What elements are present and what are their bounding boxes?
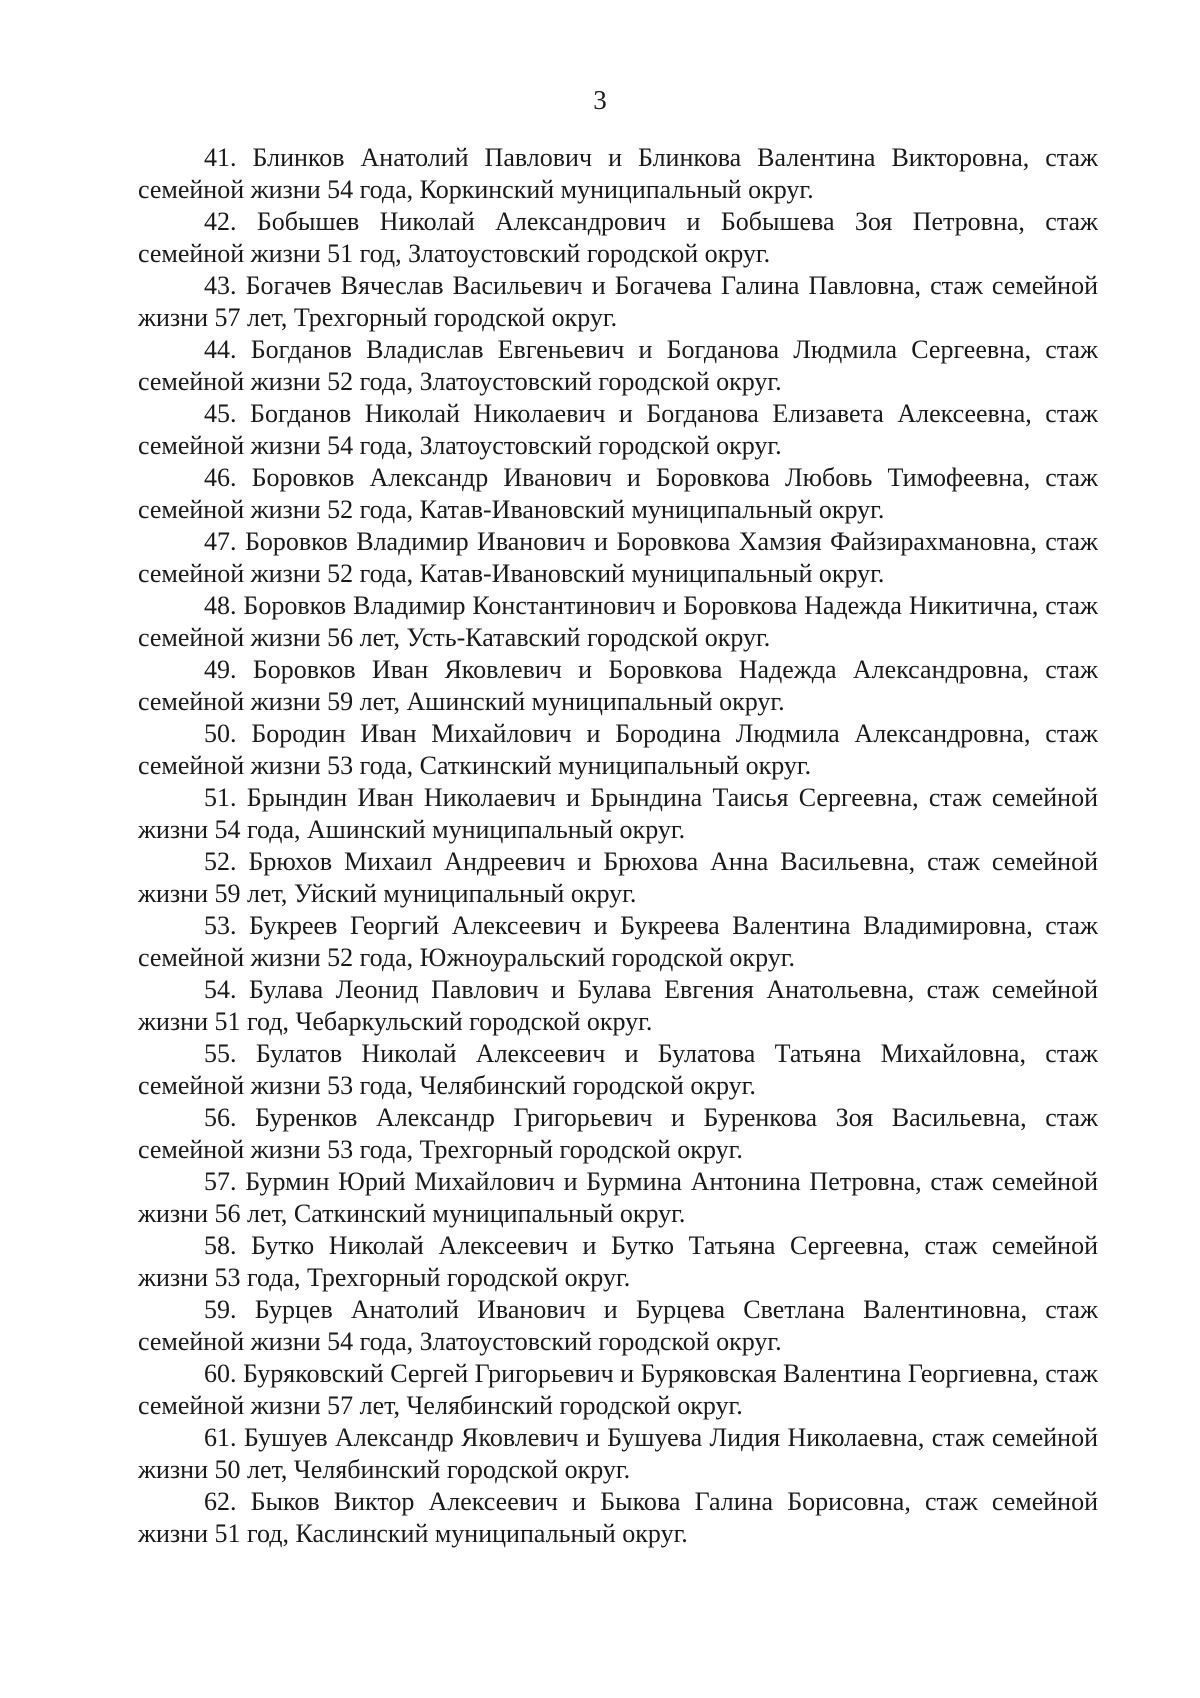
entry-text: Буренков Александр Григорьевич и Буренкова Зоя Васильевна, стаж семейной жизни 53 года, Трехгорный городской округ. bbox=[138, 1103, 1099, 1164]
entry-number: 57. bbox=[204, 1167, 237, 1196]
list-item bbox=[138, 846, 1098, 910]
entry-text: Бушуев Александр Яковлевич и Бушуева Лидия Николаевна, стаж семейной жизни 50 лет, Челябинский городской округ. bbox=[138, 1423, 1098, 1484]
list-item bbox=[138, 1422, 1098, 1486]
list-item bbox=[138, 206, 1098, 270]
list-item bbox=[138, 1486, 1098, 1550]
list-item bbox=[138, 334, 1098, 398]
entry-number: 47. bbox=[204, 527, 237, 556]
entry-text: Боровков Александр Иванович и Боровкова Любовь Тимофеевна, стаж семейной жизни 52 года, Катав-Ивановский муниципальный округ. bbox=[138, 463, 1099, 524]
entry-text: Боровков Иван Яковлевич и Боровкова Надежда Александровна, стаж семейной жизни 59 лет, Ашинский муниципальный округ. bbox=[138, 655, 1098, 716]
list-item bbox=[138, 1102, 1098, 1166]
entry-number: 56. bbox=[204, 1103, 237, 1132]
entry-text: Блинков Анатолий Павлович и Блинкова Валентина Викторовна, стаж семейной жизни 54 года, Коркинский муниципальный округ. bbox=[138, 143, 1098, 204]
entry-text: Быков Виктор Алексеевич и Быкова Галина Борисовна, стаж семейной жизни 51 год, Каслинский муниципальный округ. bbox=[138, 1487, 1098, 1548]
entry-text: Брюхов Михаил Андреевич и Брюхова Анна Васильевна, стаж семейной жизни 59 лет, Уйский муниципальный округ. bbox=[138, 847, 1099, 908]
entry-number: 41. bbox=[204, 143, 237, 172]
entry-number: 43. bbox=[204, 271, 237, 300]
entry-text: Боровков Владимир Константинович и Боровкова Надежда Никитична, стаж семейной жизни 56 лет, Усть-Катавский городской округ. bbox=[138, 591, 1098, 652]
entry-text: Бутко Николай Алексеевич и Бутко Татьяна Сергеевна, стаж семейной жизни 53 года, Трехгорный городской округ. bbox=[138, 1231, 1098, 1292]
entry-text: Булава Леонид Павлович и Булава Евгения Анатольевна, стаж семейной жизни 51 год, Чебаркульский городской округ. bbox=[138, 975, 1099, 1036]
entry-text: Бурцев Анатолий Иванович и Бурцева Светлана Валентиновна, стаж семейной жизни 54 года, Златоустовский городской округ. bbox=[138, 1295, 1099, 1356]
list-item bbox=[138, 270, 1098, 334]
list-item bbox=[138, 782, 1098, 846]
entry-number: 42. bbox=[204, 207, 237, 236]
entry-number: 55. bbox=[204, 1039, 237, 1068]
list-item bbox=[138, 910, 1098, 974]
entry-text: Буряковский Сергей Григорьевич и Буряковская Валентина Георгиевна, стаж семейной жизни 57 лет, Челябинский городской округ. bbox=[138, 1359, 1098, 1420]
entry-text: Богданов Владислав Евгеньевич и Богданова Людмила Сергеевна, стаж семейной жизни 52 года, Златоустовский городской округ. bbox=[138, 335, 1098, 396]
entry-list bbox=[138, 142, 1098, 1550]
entry-number: 49. bbox=[204, 655, 237, 684]
list-item bbox=[138, 1166, 1098, 1230]
entry-number: 61. bbox=[204, 1423, 237, 1452]
entry-number: 60. bbox=[204, 1359, 237, 1388]
entry-number: 58. bbox=[204, 1231, 237, 1260]
entry-text: Букреев Георгий Алексеевич и Букреева Валентина Владимировна, стаж семейной жизни 52 года, Южноуральский городской округ. bbox=[138, 911, 1098, 972]
entry-number: 46. bbox=[204, 463, 237, 492]
entry-text: Бурмин Юрий Михайлович и Бурмина Антонина Петровна, стаж семейной жизни 56 лет, Саткинский муниципальный округ. bbox=[138, 1167, 1099, 1228]
list-item bbox=[138, 142, 1098, 206]
entry-number: 54. bbox=[204, 975, 237, 1004]
entry-text: Богачев Вячеслав Васильевич и Богачева Галина Павловна, стаж семейной жизни 57 лет, Трехгорный городской округ. bbox=[138, 271, 1099, 332]
list-item bbox=[138, 1230, 1098, 1294]
list-item bbox=[138, 526, 1098, 590]
entry-text: Брындин Иван Николаевич и Брындина Таисья Сергеевна, стаж семейной жизни 54 года, Ашинский муниципальный округ. bbox=[138, 783, 1099, 844]
list-item bbox=[138, 1038, 1098, 1102]
list-item bbox=[138, 398, 1098, 462]
entry-number: 51. bbox=[204, 783, 237, 812]
entry-number: 52. bbox=[204, 847, 237, 876]
entry-number: 44. bbox=[204, 335, 237, 364]
list-item bbox=[138, 590, 1098, 654]
entry-number: 48. bbox=[204, 591, 237, 620]
entry-number: 59. bbox=[204, 1295, 237, 1324]
entry-text: Богданов Николай Николаевич и Богданова Елизавета Алексеевна, стаж семейной жизни 54 года, Златоустовский городской округ. bbox=[138, 399, 1099, 460]
list-item bbox=[138, 462, 1098, 526]
entry-number: 53. bbox=[204, 911, 237, 940]
entry-number: 62. bbox=[204, 1487, 237, 1516]
entry-text: Боровков Владимир Иванович и Боровкова Хамзия Файзирахмановна, стаж семейной жизни 52 года, Катав-Ивановский муниципальный округ. bbox=[138, 527, 1099, 588]
entry-number: 50. bbox=[204, 719, 237, 748]
list-item bbox=[138, 654, 1098, 718]
entry-text: Бобышев Николай Александрович и Бобышева Зоя Петровна, стаж семейной жизни 51 год, Златоустовский городской округ. bbox=[138, 207, 1098, 268]
entry-number: 45. bbox=[204, 399, 237, 428]
list-item bbox=[138, 718, 1098, 782]
entry-text: Бородин Иван Михайлович и Бородина Людмила Александровна, стаж семейной жизни 53 года, Саткинский муниципальный округ. bbox=[138, 719, 1098, 780]
list-item bbox=[138, 1358, 1098, 1422]
entry-text: Булатов Николай Алексеевич и Булатова Татьяна Михайловна, стаж семейной жизни 53 года, Челябинский городской округ. bbox=[138, 1039, 1098, 1100]
list-item bbox=[138, 974, 1098, 1038]
list-item bbox=[138, 1294, 1098, 1358]
page-number: 3 bbox=[593, 85, 607, 115]
